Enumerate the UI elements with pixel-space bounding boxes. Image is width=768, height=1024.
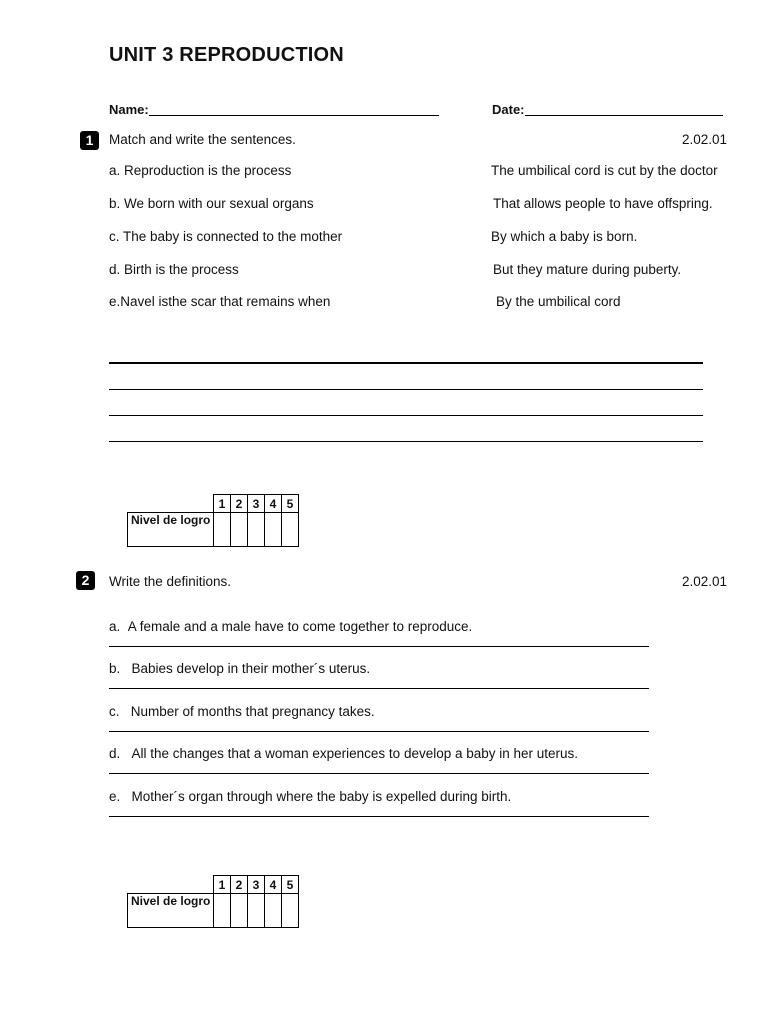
left-sentence-e: e.Navel isthe scar that remains when (109, 294, 331, 309)
grade-col-5: 5 (282, 876, 299, 894)
answer-line-1[interactable] (109, 362, 703, 364)
definition-line-a[interactable] (109, 646, 649, 647)
definition-line-e[interactable] (109, 816, 649, 817)
name-label-text: Name: (109, 102, 149, 117)
definition-letter: b. (109, 661, 121, 676)
definition-line-c[interactable] (109, 731, 649, 732)
grade-cell-2[interactable] (231, 513, 248, 547)
definition-text: Babies develop in their mother´s uterus. (131, 661, 371, 676)
grade-col-1: 1 (214, 876, 231, 894)
right-sentence-1: The umbilical cord is cut by the doctor (491, 163, 718, 178)
grade-col-5: 5 (282, 495, 299, 513)
section-1-number: 1 (80, 131, 99, 150)
section-2-instruction: Write the definitions. (109, 574, 232, 589)
right-sentence-5: By the umbilical cord (496, 294, 621, 309)
grade-col-3: 3 (248, 876, 265, 894)
grade-cell-2[interactable] (231, 894, 248, 928)
definition-letter: d. (109, 746, 121, 761)
definition-e (109, 789, 511, 804)
definition-line-b[interactable] (109, 688, 649, 689)
definition-letter: c. (109, 704, 120, 719)
section-1-instruction: Match and write the sentences. (109, 132, 296, 147)
grade-col-1: 1 (214, 495, 231, 513)
grade-cell-5[interactable] (282, 894, 299, 928)
definition-d (109, 746, 578, 761)
definition-text: Number of months that pregnancy takes. (130, 704, 375, 719)
page-title: UNIT 3 REPRODUCTION (109, 44, 344, 66)
grade-cell-5[interactable] (282, 513, 299, 547)
grade-label: Nivel de logro (128, 894, 214, 928)
grade-table-corner (128, 876, 214, 894)
right-sentence-4: But they mature during puberty. (493, 262, 682, 277)
date-label (492, 102, 723, 117)
grade-label: Nivel de logro (128, 513, 214, 547)
grade-cell-3[interactable] (248, 894, 265, 928)
left-sentence-d: d. Birth is the process (109, 262, 239, 277)
definition-text: Mother´s organ through where the baby is expelled during birth. (131, 789, 512, 804)
grade-col-3: 3 (248, 495, 265, 513)
name-label (109, 102, 439, 117)
date-label-text: Date: (492, 102, 525, 117)
grade-col-4: 4 (265, 876, 282, 894)
grade-cell-4[interactable] (265, 513, 282, 547)
answer-line-3[interactable] (109, 415, 703, 416)
grade-cell-4[interactable] (265, 894, 282, 928)
name-field[interactable] (149, 115, 439, 116)
grade-cell-1[interactable] (214, 894, 231, 928)
definition-a (109, 619, 472, 634)
definition-b (109, 661, 370, 676)
grade-table-corner (128, 495, 214, 513)
grade-cell-1[interactable] (214, 513, 231, 547)
grade-col-4: 4 (265, 495, 282, 513)
grade-table-2 (127, 875, 299, 928)
answer-line-2[interactable] (109, 389, 703, 390)
left-sentence-a: a. Reproduction is the process (109, 163, 292, 178)
section-2-number: 2 (76, 571, 95, 590)
date-field[interactable] (525, 115, 723, 116)
definition-line-d[interactable] (109, 773, 649, 774)
definition-letter: e. (109, 789, 121, 804)
section-2-code: 2.02.01 (682, 574, 728, 589)
left-sentence-c: c. The baby is connected to the mother (109, 229, 343, 244)
definition-letter: a. (109, 619, 121, 634)
grade-table-1 (127, 494, 299, 547)
left-sentence-b: b. We born with our sexual organs (109, 196, 314, 211)
right-sentence-2: That allows people to have offspring. (493, 196, 713, 211)
definition-text: All the changes that a woman experiences to develop a baby in her uterus. (131, 746, 579, 761)
grade-col-2: 2 (231, 495, 248, 513)
definition-c (109, 704, 375, 719)
grade-col-2: 2 (231, 876, 248, 894)
answer-line-4[interactable] (109, 441, 703, 442)
right-sentence-3: By which a baby is born. (491, 229, 638, 244)
section-1-code: 2.02.01 (682, 132, 728, 147)
definition-text: A female and a male have to come together to reproduce. (127, 619, 473, 634)
grade-cell-3[interactable] (248, 513, 265, 547)
